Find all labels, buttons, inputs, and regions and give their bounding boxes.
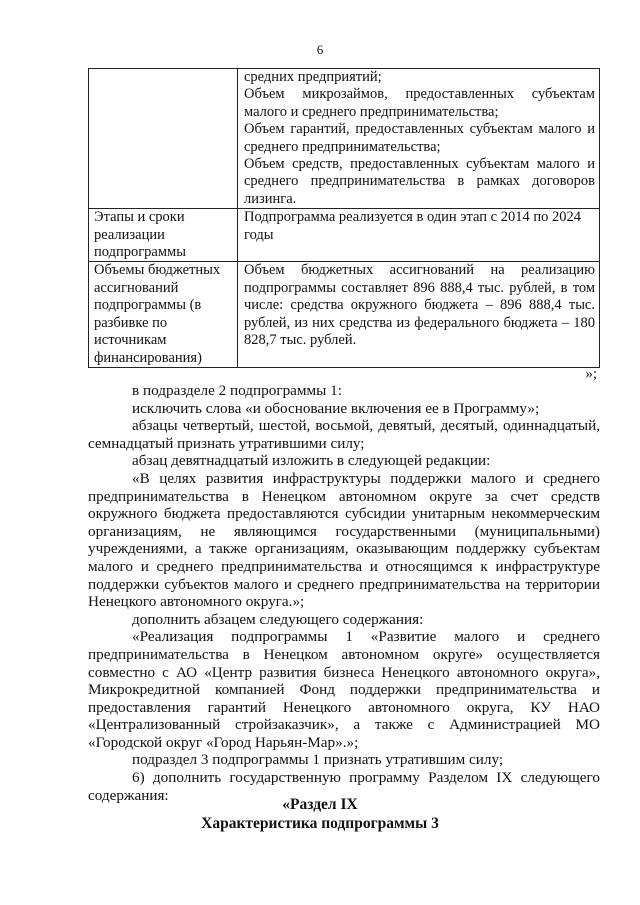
table-label-cell: Объемы бюджетных ассигнований подпрограммы (в разбивке по источникам финансирования) bbox=[89, 262, 238, 367]
body-paragraph: в подразделе 2 подпрограммы 1: bbox=[132, 382, 342, 399]
page-number: 6 bbox=[316, 42, 324, 57]
indicator-text: Объем микрозаймов, предоставленных субъектам малого и среднего предпринимательства; bbox=[244, 86, 595, 120]
table-content-cell bbox=[238, 69, 600, 209]
table-row bbox=[89, 209, 600, 262]
body-paragraph: абзац девятнадцатый изложить в следующей редакции: bbox=[132, 452, 491, 470]
table-content-cell: Объем бюджетных ассигнований на реализацию подпрограммы составляет 896 888,4 тыс. рублей, в том числе: средства окружного бюджета – 896 888,4 тыс. рублей, из них средства из федерального бюджета – 180 828,7 тыс. рублей. bbox=[238, 262, 600, 367]
indicator-text: Объем гарантий, предоставленных субъектам малого и среднего предпринимательства; bbox=[244, 121, 595, 155]
table-row bbox=[89, 69, 600, 209]
body-paragraph: «В целях развития инфраструктуры поддержки малого и среднего предпринимательства в Ненецком автономном округе за счет средств окружного бюджета предоставляются субсидии унитарным некоммерческим организациям, не являющимся государственными (муниципальными) учреждениями, а также организациям, оказывающим поддержку субъектам малого и среднего предпринимательства и относящимся к инфраструктуре поддержки субъектов малого и среднего предпринимательства на территории Ненецкого автономного округа.»; bbox=[88, 469, 600, 611]
section-heading bbox=[0, 796, 640, 833]
body-paragraph: «Реализация подпрограммы 1 «Развитие малого и среднего предпринимательства в Ненецком автономном округе» осуществляется совместно с АО «Центр развития бизнеса Ненецкого автономного округа», Микрокредитной компанией Фонд поддержки предпринимательства и предоставления гарантий Ненецкого автономного округа, КУ НАО «Централизованный стройзаказчик», а также с Администрацией МО «Городской округ «Город Нарьян-Мар».»; bbox=[88, 628, 600, 751]
body-paragraph: подраздел 3 подпрограммы 1 признать утратившим силу; bbox=[132, 751, 504, 769]
table-label-cell: Этапы и сроки реализации подпрограммы bbox=[89, 209, 238, 262]
body-paragraph: 6) дополнить государственную программу Разделом IX следующего содержания: bbox=[88, 769, 600, 804]
document-body bbox=[88, 382, 600, 804]
table-content-cell: Подпрограмма реализуется в один этап с 2014 по 2024 годы bbox=[238, 209, 600, 262]
indicator-text: средних предприятий; bbox=[244, 69, 382, 85]
body-paragraph: абзацы четвертый, шестой, восьмой, девятый, десятый, одиннадцатый, семнадцатый признать утратившими силу; bbox=[88, 417, 600, 452]
table-label-cell bbox=[89, 69, 238, 209]
closing-quote: »; bbox=[585, 366, 597, 382]
body-paragraph: дополнить абзацем следующего содержания: bbox=[132, 610, 424, 628]
body-paragraph: исключить слова «и обоснование включения ее в Программу»; bbox=[132, 399, 540, 417]
indicator-text: Объем средств, предоставленных субъектам малого и среднего предпринимательства в рамках договоров лизинга. bbox=[244, 156, 595, 207]
table-row bbox=[89, 262, 600, 367]
section-subtitle: Характеристика подпрограммы 3 bbox=[201, 814, 439, 832]
section-title: «Раздел IX bbox=[282, 796, 358, 813]
subprogram-passport-table bbox=[88, 68, 600, 368]
